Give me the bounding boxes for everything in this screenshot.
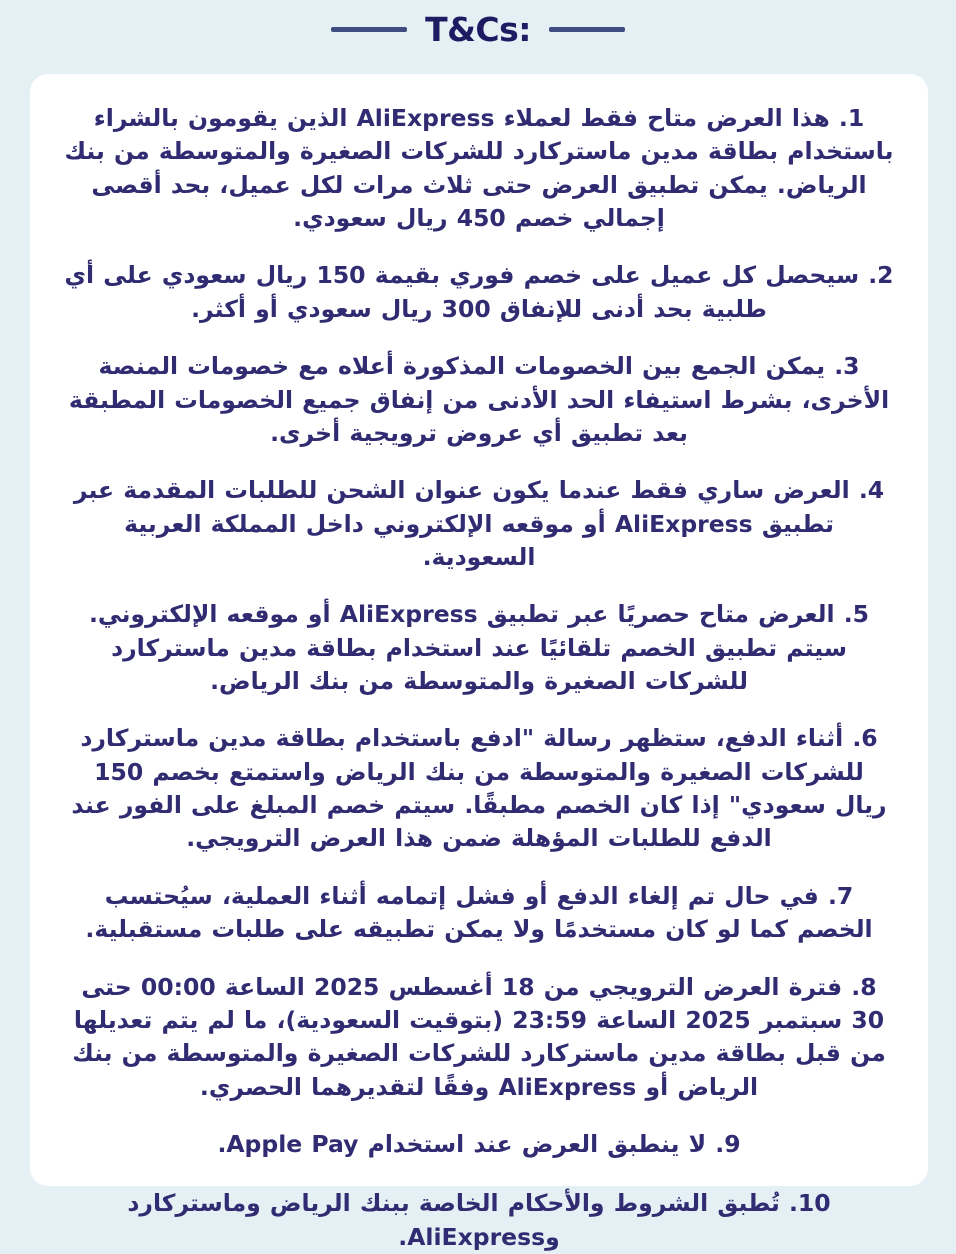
term-item-1: 1. هذا العرض متاح فقط لعملاء AliExpress الذين يقومون بالشراء باستخدام بطاقة مدين ماستركارد للشركات الصغيرة والمتوسطة من بنك الرياض. يمكن تطبيق العرض حتى ثلاث مرات لكل عميل، بحد أقصى إجمالي خصم 450 ريال سعودي.	[64, 104, 894, 233]
term-item-7: 7. في حال تم إلغاء الدفع أو فشل إتمامه أثناء العملية، سيُحتسب الخصم كما لو كان مستخدمًا ولا يمكن تطبيقه على طلبات مستقبلية.	[85, 881, 873, 944]
term-item-9: 9. لا ينطبق العرض عند استخدام Apple Pay.	[217, 1129, 741, 1158]
page-header	[0, 0, 956, 58]
title-right-rule-icon	[549, 27, 625, 32]
term-item-3: 3. يمكن الجمع بين الخصومات المذكورة أعلاه مع خصومات المنصة الأخرى، بشرط استيفاء الحد الأدنى من إنفاق جميع الخصومات المطبقة بعد تطبيق أي عروض ترويجية أخرى.	[68, 352, 890, 447]
term-item-8: 8. فترة العرض الترويجي من 18 أغسطس 2025 الساعة 00:00 حتى 30 سبتمبر 2025 الساعة 23:59 (بتوقيت السعودية)، ما لم يتم تعديلها من قبل بطاقة مدين ماستركارد للشركات الصغيرة والمتوسطة من بنك الرياض أو AliExpress وفقًا لتقديرهما الحصري.	[72, 972, 886, 1101]
term-item-6: 6. أثناء الدفع، ستظهر رسالة "ادفع باستخدام بطاقة مدين ماستركارد للشركات الصغيرة والمتوسطة من بنك الرياض واستمتع بخصم 150 ريال سعودي" إذا كان الخصم مطبقًا. سيتم خصم المبلغ على الفور عند الدفع للطلبات المؤهلة ضمن هذا العرض الترويجي.	[71, 724, 887, 853]
term-item-4: 4. العرض ساري فقط عندما يكون عنوان الشحن للطلبات المقدمة عبر تطبيق AliExpress أو موقعه الإلكتروني داخل المملكة العربية السعودية.	[73, 476, 885, 571]
title-left-rule-icon	[331, 27, 407, 32]
terms-card	[30, 74, 928, 1251]
terms-list	[64, 102, 894, 1254]
term-item-2: 2. سيحصل كل عميل على خصم فوري بقيمة 150 ريال سعودي على أي طلبية بحد أدنى للإنفاق 300 ريال سعودي أو أكثر.	[64, 261, 894, 323]
term-item-10: 10. تُطبق الشروط والأحكام الخاصة ببنك الرياض وماستركارد وAliExpress.	[127, 1189, 831, 1251]
term-item-5: 5. العرض متاح حصريًا عبر تطبيق AliExpress أو موقعه الإلكتروني. سيتم تطبيق الخصم تلقائيًا عند استخدام بطاقة مدين ماستركارد للشركات الصغيرة والمتوسطة من بنك الرياض.	[88, 600, 869, 696]
page-title: T&Cs:	[425, 9, 531, 49]
